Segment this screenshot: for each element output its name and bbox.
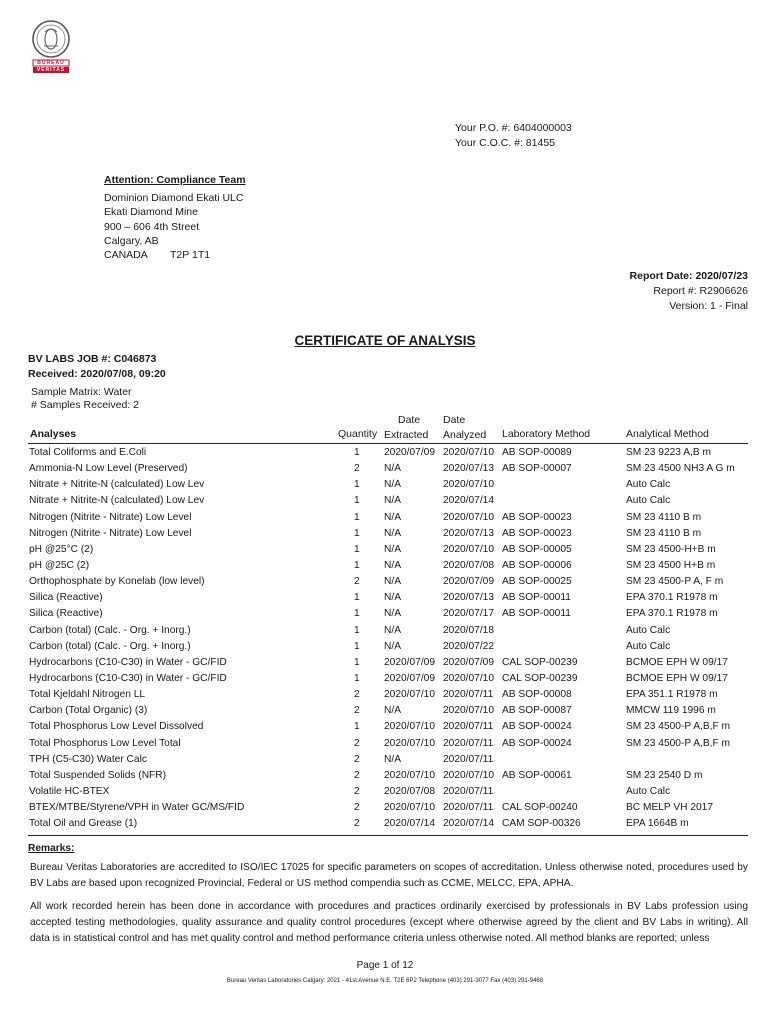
table-row (0, 703, 770, 719)
table-row (0, 816, 770, 832)
address-country-row (104, 248, 246, 262)
cell-extracted: 2020/07/09 (384, 447, 435, 458)
cell-extracted: N/A (384, 495, 401, 507)
cell-lab-method: AB SOP-00025 (502, 576, 572, 588)
cell-analytical-method: EPA 1664B m (626, 818, 689, 830)
header-date-label: Date (443, 414, 466, 426)
remarks-paragraph: All work recorded herein has been done in accordance with procedures and practices ordinarily exercised by professionals in BV Labs profession using accepted testing methodologies, quality assurance and quality control procedures (except where otherwise agreed by the client and BV Labs in writing). All data is in statistical control and has met quality control and method performance criteria unless otherwise noted. All method blanks are reported; unless (30, 901, 748, 944)
cell-lab-method: AB SOP-00006 (502, 559, 572, 571)
report-info (630, 269, 748, 314)
cell-quantity: 1 (354, 447, 360, 458)
table-row (0, 510, 770, 526)
address-country: CANADA (104, 249, 148, 262)
cell-lab-method: CAM SOP-00326 (502, 818, 581, 830)
cell-lab-method: AB SOP-00023 (502, 527, 572, 539)
cell-analytical-method: MMCW 119 1996 m (626, 705, 716, 717)
cell-extracted: 2020/07/14 (384, 818, 435, 830)
cell-extracted: N/A (384, 576, 401, 588)
sample-matrix: Sample Matrix: Water (31, 386, 132, 398)
cell-analytical-method: SM 23 9223 A,B m (626, 447, 711, 458)
report-version: Version: 1 - Final (669, 300, 748, 312)
cell-quantity: 2 (354, 576, 360, 588)
certificate-title: CERTIFICATE OF ANALYSIS (294, 333, 476, 348)
cell-analytical-method: SM 23 4500-P A,B,F m (626, 721, 730, 733)
table-row (0, 784, 770, 800)
po-block (455, 121, 572, 151)
cell-analyzed: 2020/07/14 (443, 495, 494, 507)
cell-analysis: Total Coliforms and E.Coli (29, 447, 147, 458)
report-number: Report #: R2906626 (653, 285, 748, 297)
attention-block (104, 173, 246, 262)
header-lab-method: Laboratory Method (502, 428, 591, 440)
address-postal: T2P 1T1 (170, 249, 211, 262)
cell-analytical-method: Auto Calc (626, 479, 671, 491)
cell-analyzed: 2020/07/11 (443, 721, 494, 733)
cell-extracted: N/A (384, 705, 401, 717)
cell-lab-method: CAL SOP-00239 (502, 672, 578, 684)
cell-analyzed: 2020/07/10 (443, 769, 494, 781)
address-line: Calgary, AB (104, 234, 159, 247)
cell-quantity: 2 (354, 785, 360, 797)
cell-analyzed: 2020/07/10 (443, 447, 494, 458)
header-quantity: Quantity (338, 428, 378, 440)
cell-analysis: Hydrocarbons (C10-C30) in Water - GC/FID (29, 672, 227, 684)
cell-analysis: Nitrogen (Nitrite - Nitrate) Low Level (29, 511, 192, 523)
cell-quantity: 2 (354, 737, 360, 749)
footer-address: Bureau Veritas Laboratories Calgary: 2021 - 41st Avenue N.E. T2E 6P2 Telephone (403) 291-3077 Fax (403) 291-9468 (226, 978, 544, 984)
cell-analytical-method: SM 23 4500 NH3 A G m (626, 463, 735, 475)
cell-analyzed: 2020/07/11 (443, 689, 494, 701)
job-info (28, 352, 166, 381)
table-row (0, 461, 770, 477)
cell-analysis: Carbon (Total Organic) (3) (29, 705, 148, 717)
table-row (0, 590, 770, 606)
cell-analytical-method: Auto Calc (626, 495, 671, 507)
table-row (0, 639, 770, 655)
cell-lab-method: AB SOP-00024 (502, 737, 572, 749)
cell-quantity: 2 (354, 705, 360, 717)
cell-quantity: 2 (354, 818, 360, 830)
cell-extracted: 2020/07/10 (384, 802, 435, 814)
cell-analysis: BTEX/MTBE/Styrene/VPH in Water GC/MS/FID (29, 802, 245, 814)
cell-analyzed: 2020/07/17 (443, 608, 494, 620)
cell-analysis: Nitrate + Nitrite-N (calculated) Low Lev (29, 479, 205, 491)
header-date-label: Date (398, 414, 421, 426)
cell-lab-method: AB SOP-00089 (502, 447, 572, 458)
cell-extracted: N/A (384, 463, 401, 475)
cell-quantity: 1 (354, 672, 360, 684)
cell-lab-method: AB SOP-00023 (502, 511, 572, 523)
cell-quantity: 2 (354, 753, 360, 765)
cell-analytical-method: EPA 370.1 R1978 m (626, 608, 718, 620)
cell-analytical-method: SM 23 2540 D m (626, 769, 703, 781)
table-row (0, 493, 770, 509)
cell-extracted: N/A (384, 624, 401, 636)
cell-analysis: Silica (Reactive) (29, 592, 103, 604)
cell-analytical-method: SM 23 4110 B m (626, 511, 702, 523)
page-number: Page 1 of 12 (356, 960, 414, 971)
cell-lab-method: AB SOP-00011 (502, 592, 571, 604)
logo-top-text: BUREAU (37, 60, 65, 66)
cell-analyzed: 2020/07/10 (443, 705, 494, 717)
cell-lab-method: AB SOP-00007 (502, 463, 572, 475)
cell-lab-method: AB SOP-00005 (502, 543, 572, 555)
cell-analyzed: 2020/07/11 (443, 753, 494, 765)
table-row (0, 477, 770, 493)
cell-analytical-method: BCMOE EPH W 09/17 (626, 656, 728, 668)
cell-analytical-method: SM 23 4500-H+B m (626, 543, 716, 555)
cell-lab-method: AB SOP-00087 (502, 705, 572, 717)
cell-analyzed: 2020/07/13 (443, 592, 494, 604)
cell-lab-method: AB SOP-00008 (502, 689, 572, 701)
cell-quantity: 1 (354, 511, 360, 523)
header-date-analyzed (443, 413, 486, 442)
cell-analyzed: 2020/07/09 (443, 576, 494, 588)
cell-quantity: 2 (354, 769, 360, 781)
cell-quantity: 2 (354, 463, 360, 475)
table-row (0, 542, 770, 558)
cell-analyzed: 2020/07/11 (443, 802, 494, 814)
cell-analyzed: 2020/07/13 (443, 463, 494, 475)
table-row (0, 736, 770, 752)
cell-analytical-method: SM 23 4500-P A,B,F m (626, 737, 730, 749)
cell-analytical-method: SM 23 4110 B m (626, 527, 702, 539)
cell-extracted: N/A (384, 608, 401, 620)
cell-extracted: 2020/07/10 (384, 689, 435, 701)
cell-quantity: 1 (354, 479, 360, 491)
cell-analytical-method: SM 23 4500 H+B m (626, 559, 716, 571)
analyses-table-body (0, 445, 770, 832)
address-line: Ekati Diamond Mine (104, 206, 198, 219)
cell-analysis: Orthophosphate by Konelab (low level) (29, 576, 205, 588)
cell-extracted: 2020/07/08 (384, 785, 435, 797)
cell-quantity: 1 (354, 640, 360, 652)
table-row (0, 623, 770, 639)
table-row (0, 445, 770, 461)
cell-extracted: N/A (384, 511, 401, 523)
cell-analyzed: 2020/07/22 (443, 640, 494, 652)
cell-quantity: 1 (354, 721, 360, 733)
header-analyses: Analyses (30, 428, 77, 440)
cell-lab-method: AB SOP-00061 (502, 769, 572, 781)
cell-analytical-method: BC MELP VH 2017 (626, 802, 714, 814)
cell-analytical-method: Auto Calc (626, 640, 671, 652)
cell-analysis: Total Suspended Solids (NFR) (29, 769, 167, 781)
cell-analysis: Silica (Reactive) (29, 608, 103, 620)
cell-lab-method: CAL SOP-00240 (502, 802, 578, 814)
table-bottom-rule (28, 835, 748, 836)
header-analyzed-label: Analyzed (443, 428, 487, 441)
po-number: Your P.O. #: 6404000003 (455, 122, 572, 134)
remarks-paragraph: Bureau Veritas Laboratories are accredited to ISO/IEC 17025 for specific parameters on scopes of accreditation. Unless otherwise noted, procedures used by BV Labs are based upon recognized Provincial, Federal or US method compendia such as CCME, MELCC, EPA, APHA. (30, 862, 748, 889)
cell-analysis: pH @25C (2) (29, 559, 90, 571)
table-row (0, 606, 770, 622)
remarks-section (28, 841, 748, 954)
header-extracted-label: Extracted (384, 428, 429, 441)
attention-title: Attention: Compliance Team (104, 174, 246, 186)
cell-analyzed: 2020/07/10 (443, 511, 494, 523)
samples-received: # Samples Received: 2 (31, 399, 139, 411)
table-row (0, 655, 770, 671)
cell-extracted: N/A (384, 559, 401, 571)
cell-analyzed: 2020/07/10 (443, 543, 494, 555)
cell-analyzed: 2020/07/10 (443, 479, 494, 491)
cell-analyzed: 2020/07/10 (443, 672, 494, 684)
job-number: BV LABS JOB #: C046873 (28, 353, 157, 365)
cell-quantity: 1 (354, 656, 360, 668)
cell-analyzed: 2020/07/13 (443, 527, 494, 539)
table-row (0, 671, 770, 687)
cell-analysis: Nitrate + Nitrite-N (calculated) Low Lev (29, 495, 205, 507)
cell-extracted: 2020/07/09 (384, 672, 435, 684)
cell-analysis: Carbon (total) (Calc. - Org. + Inorg.) (29, 640, 191, 652)
cell-analysis: Nitrogen (Nitrite - Nitrate) Low Level (29, 527, 192, 539)
cell-quantity: 1 (354, 543, 360, 555)
cell-analytical-method: Auto Calc (626, 785, 671, 797)
table-row (0, 719, 770, 735)
cell-quantity: 1 (354, 527, 360, 539)
table-row (0, 558, 770, 574)
cell-lab-method: CAL SOP-00239 (502, 656, 578, 668)
table-row (0, 687, 770, 703)
cell-quantity: 1 (354, 559, 360, 571)
cell-extracted: N/A (384, 543, 401, 555)
cell-analyzed: 2020/07/11 (443, 737, 494, 749)
report-date: Report Date: 2020/07/23 (629, 270, 748, 282)
table-row (0, 768, 770, 784)
header-date-extracted (384, 413, 428, 442)
cell-extracted: N/A (384, 592, 401, 604)
cell-analyzed: 2020/07/11 (443, 785, 494, 797)
header-rule (28, 443, 748, 444)
cell-extracted: N/A (384, 527, 401, 539)
bureau-veritas-logo (27, 18, 75, 76)
address-line: Dominion Diamond Ekati ULC (104, 192, 244, 205)
cell-extracted: 2020/07/09 (384, 656, 435, 668)
cell-analyzed: 2020/07/09 (443, 656, 494, 668)
cell-analysis: Ammonia-N Low Level (Preserved) (29, 463, 188, 475)
table-row (0, 752, 770, 768)
cell-extracted: 2020/07/10 (384, 769, 435, 781)
cell-analyzed: 2020/07/14 (443, 818, 494, 830)
coc-number: Your C.O.C. #: 81455 (455, 137, 556, 149)
address-line: 900 – 606 4th Street (104, 220, 200, 233)
cell-analysis: pH @25°C (2) (29, 543, 94, 555)
cell-analytical-method: BCMOE EPH W 09/17 (626, 672, 728, 684)
cell-analysis: Carbon (total) (Calc. - Org. + Inorg.) (29, 624, 191, 636)
cell-extracted: N/A (384, 479, 401, 491)
cell-quantity: 1 (354, 495, 360, 507)
table-row (0, 574, 770, 590)
cell-analytical-method: SM 23 4500-P A, F m (626, 576, 724, 588)
cell-extracted: N/A (384, 640, 401, 652)
cell-extracted: N/A (384, 753, 401, 765)
remarks-title: Remarks: (28, 843, 75, 854)
received-date: Received: 2020/07/08, 09:20 (28, 367, 166, 380)
cell-analysis: Total Phosphorus Low Level Total (29, 737, 181, 749)
cell-analysis: TPH (C5-C30) Water Calc (29, 753, 147, 765)
table-row (0, 526, 770, 542)
cell-analyzed: 2020/07/08 (443, 559, 494, 571)
cell-analyzed: 2020/07/18 (443, 624, 494, 636)
header-analytical-method: Analytical Method (626, 428, 709, 440)
cell-analysis: Hydrocarbons (C10-C30) in Water - GC/FID (29, 656, 227, 668)
cell-quantity: 1 (354, 624, 360, 636)
cell-analytical-method: Auto Calc (626, 624, 671, 636)
cell-quantity: 1 (354, 608, 360, 620)
cell-extracted: 2020/07/10 (384, 721, 435, 733)
table-row (0, 800, 770, 816)
cell-extracted: 2020/07/10 (384, 737, 435, 749)
cell-analysis: Total Phosphorus Low Level Dissolved (29, 721, 204, 733)
cell-analysis: Volatile HC-BTEX (29, 785, 110, 797)
cell-quantity: 2 (354, 689, 360, 701)
cell-analysis: Total Kjeldahl Nitrogen LL (29, 689, 146, 701)
logo-bottom-text: VERITAS (36, 67, 66, 73)
cell-quantity: 1 (354, 592, 360, 604)
cell-analytical-method: EPA 351.1 R1978 m (626, 689, 718, 701)
cell-analytical-method: EPA 370.1 R1978 m (626, 592, 718, 604)
cell-quantity: 2 (354, 802, 360, 814)
cell-lab-method: AB SOP-00011 (502, 608, 571, 620)
cell-lab-method: AB SOP-00024 (502, 721, 572, 733)
sample-info (31, 386, 139, 412)
cell-analysis: Total Oil and Grease (1) (29, 818, 138, 830)
